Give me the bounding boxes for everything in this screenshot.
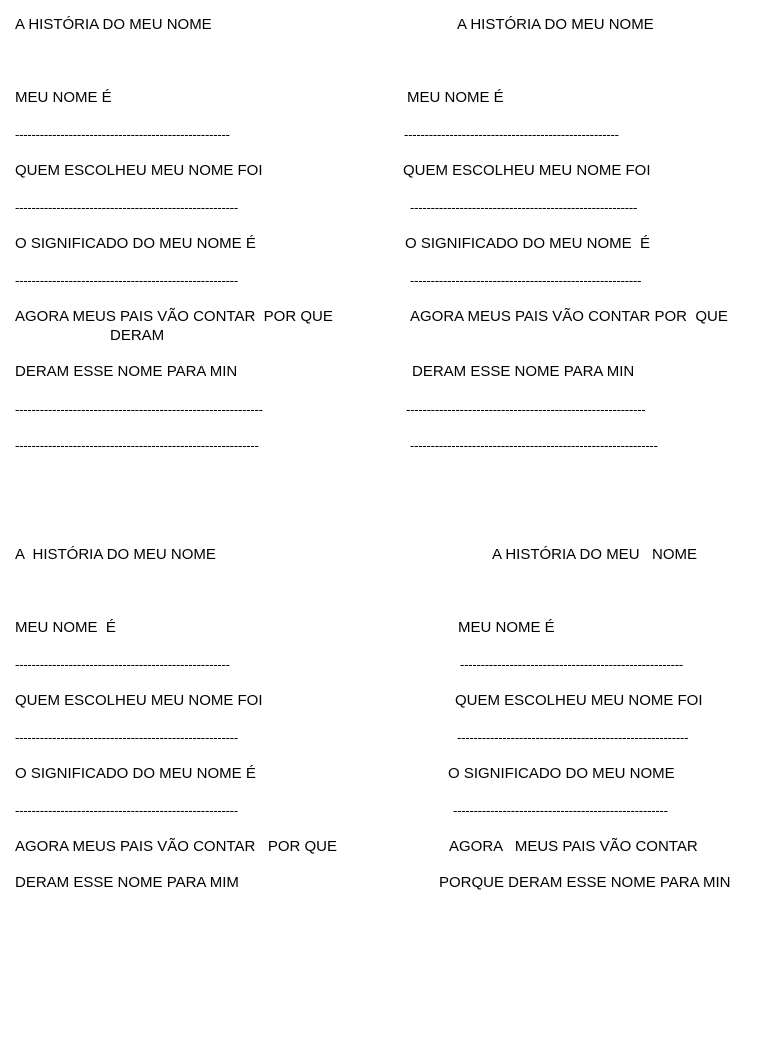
prompt-who-chose: QUEM ESCOLHEU MEU NOME FOI [15, 692, 263, 709]
worksheet-title: A HISTÓRIA DO MEU NOME [457, 16, 654, 33]
prompt-who-chose: QUEM ESCOLHEU MEU NOME FOI [403, 162, 651, 179]
prompt-name: MEU NOME É [15, 89, 112, 106]
answer-rule: ------------------------------------------------------ [15, 274, 238, 288]
worksheet-title: A HISTÓRIA DO MEU NOME [492, 546, 698, 563]
answer-rule: ---------------------------------------------------- [453, 804, 668, 818]
prompt-meaning: O SIGNIFICADO DO MEU NOME É [15, 235, 256, 252]
answer-rule: ---------------------------------------------------- [404, 128, 619, 142]
worksheet-top-left [0, 0, 384, 512]
prompt-meaning: O SIGNIFICADO DO MEU NOME É [405, 235, 651, 252]
answer-rule: ---------------------------------------------------------- [406, 403, 646, 417]
worksheet-top-right [384, 0, 768, 512]
answer-rule: ------------------------------------------------------------ [410, 439, 658, 453]
worksheet-title: A HISTÓRIA DO MEU NOME [15, 546, 216, 563]
answer-rule: ---------------------------------------------------- [15, 658, 230, 672]
answer-rule: ------------------------------------------------------------ [15, 403, 263, 417]
answer-rule: ----------------------------------------------------------- [15, 439, 259, 453]
answer-rule: ------------------------------------------------------- [410, 201, 638, 215]
prompt-name: MEU NOME É [15, 619, 116, 636]
prompt-who-chose: QUEM ESCOLHEU MEU NOME FOI [455, 692, 703, 709]
prompt-gave-name: DERAM ESSE NOME PARA MIN [412, 363, 635, 380]
prompt-meaning: O SIGNIFICADO DO MEU NOME É [15, 765, 256, 782]
worksheet-bottom-left [0, 530, 384, 1042]
prompt-parents-why: AGORA MEUS PAIS VÃO CONTAR POR QUE [410, 308, 728, 325]
prompt-who-chose: QUEM ESCOLHEU MEU NOME FOI [15, 162, 263, 179]
worksheet-bottom-right [384, 530, 768, 1042]
prompt-parents-why: AGORA MEUS PAIS VÃO CONTAR [449, 838, 698, 855]
prompt-parents-why-continued: DERAM [110, 327, 165, 344]
answer-rule: ------------------------------------------------------ [15, 201, 238, 215]
prompt-parents-why: AGORA MEUS PAIS VÃO CONTAR POR QUE [15, 308, 333, 325]
prompt-gave-name: DERAM ESSE NOME PARA MIN [15, 363, 238, 380]
answer-rule: ------------------------------------------------------ [15, 804, 238, 818]
prompt-name: MEU NOME É [458, 619, 555, 636]
prompt-parents-why: AGORA MEUS PAIS VÃO CONTAR POR QUE [15, 838, 338, 855]
worksheet-title: A HISTÓRIA DO MEU NOME [15, 16, 212, 33]
answer-rule: ------------------------------------------------------ [15, 731, 238, 745]
prompt-meaning: O SIGNIFICADO DO MEU NOME [448, 765, 675, 782]
answer-rule: ------------------------------------------------------ [460, 658, 683, 672]
answer-rule: ---------------------------------------------------- [15, 128, 230, 142]
prompt-gave-name: PORQUE DERAM ESSE NOME PARA MIN [439, 874, 731, 891]
answer-rule: -------------------------------------------------------- [410, 274, 642, 288]
prompt-gave-name: DERAM ESSE NOME PARA MIM [15, 874, 239, 891]
answer-rule: -------------------------------------------------------- [457, 731, 689, 745]
prompt-name: MEU NOME É [407, 89, 504, 106]
